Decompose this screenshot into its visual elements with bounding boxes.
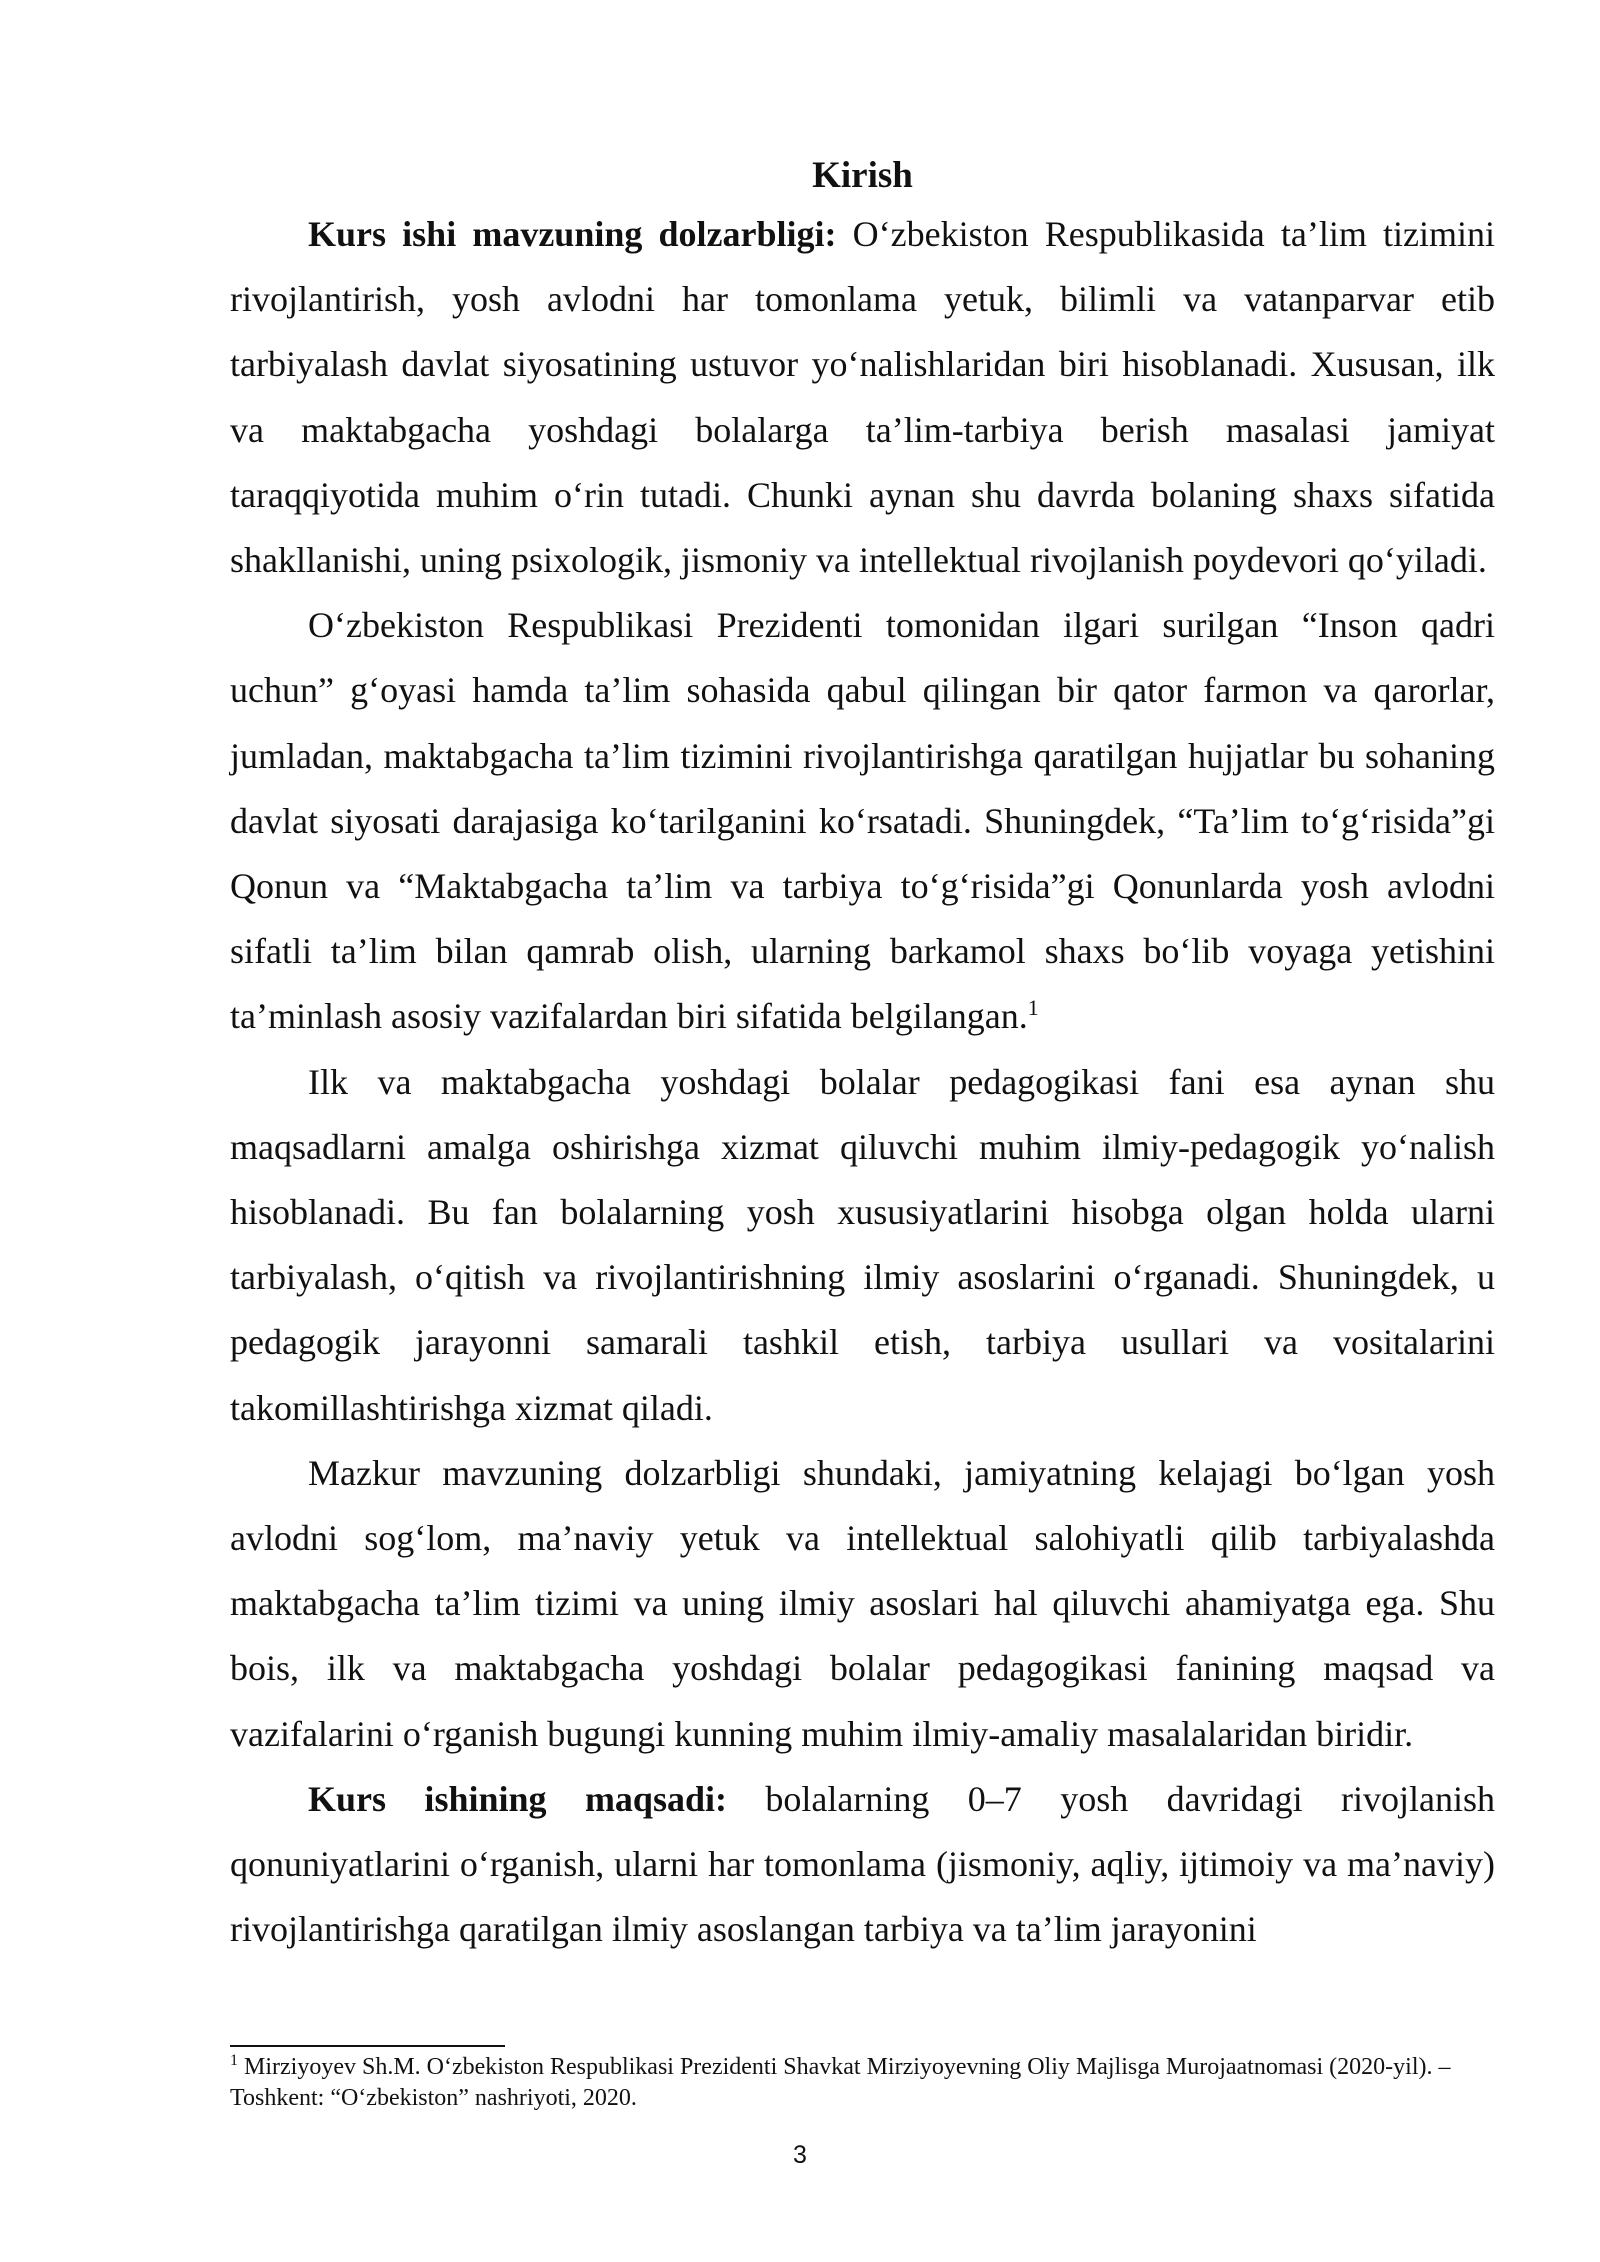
page-body (230, 150, 1495, 1962)
footnote-mark: 1 (230, 2052, 238, 2069)
paragraph-text: O‘zbekiston Respublikasi Prezidenti tomonidan ilgari surilgan “Inson qadri uchun” g‘oyasi hamda ta’lim sohasida qabul qilingan bir qator farmon va qarorlar, jumladan, maktabgacha ta’lim tizimini rivojlantirishga qaratilgan hujjatlar bu sohaning davlat siyosati darajasiga ko‘tarilganini ko‘rsatadi. Shuningdek, “Ta’lim to‘g‘risida”gi Qonun va “Maktabgacha ta’lim va tarbiya to‘g‘risida”gi Qonunlarda yosh avlodni sifatli ta’lim bilan qamrab olish, ularning barkamol shaxs bo‘lib voyaga yetishini ta’minlash asosiy vazifalardan biri sifatida belgilangan. (230, 605, 1495, 1037)
page-number: 3 (793, 2141, 807, 2169)
paragraph-text: Ilk va maktabgacha yoshdagi bolalar pedagogikasi fani esa aynan shu maqsadlarni amalga oshirishga xizmat qiluvchi muhim ilmiy-pedagogik yo‘nalish hisoblanadi. Bu fan bolalarning yosh xususiyatlarini hisobga olgan holda ularni tarbiyalash, o‘qitish va rivojlantirishning ilmiy asoslarini o‘rganadi. Shuningdek, u pedagogik jarayonni samarali tashkil etish, tarbiya usullari va vositalarini takomillashtirishga xizmat qiladi. (230, 1061, 1495, 1428)
paragraph-lead: Kurs ishining maqsadi: (308, 1778, 727, 1819)
paragraph-relevance (230, 202, 1495, 593)
footnote-separator (230, 2045, 505, 2047)
footnote-text: Mirziyoyev Sh.M. O‘zbekiston Respublikasi Prezidenti Shavkat Mirziyoyevning Oliy Majlisga Murojaatnomasi (2020-yil). – Toshkent: “O‘zbekiston” nashriyoti, 2020. (230, 2054, 1451, 2111)
footnote (230, 2052, 1495, 2114)
paragraph-text: O‘zbekiston Respublikasida ta’lim tizimini rivojlantirish, yosh avlodni har tomonlama yetuk, bilimli va vatanparvar etib tarbiyalash davlat siyosatining ustuvor yo‘nalishlaridan biri hisoblanadi. Xususan, ilk va maktabgacha yoshdagi bolalarga ta’lim-tarbiya berish masalasi jamiyat taraqqiyotida muhim o‘rin tutadi. Chunki aynan shu davrda bolaning shaxs sifatida shakllanishi, uning psixologik, jismoniy va intellektual rivojlanish poydevori qo‘yiladi. (230, 214, 1495, 581)
paragraph-lead: Kurs ishi mavzuning dolzarbligi: (308, 214, 837, 254)
paragraph-text: Mazkur mavzuning dolzarbligi shundaki, jamiyatning kelajagi bo‘lgan yosh avlodni sog‘lom, ma’naviy yetuk va intellektual salohiyatli qilib tarbiyalashda maktabgacha ta’lim tizimi va uning ilmiy asoslari hal qiluvchi ahamiyatga ega. Shu bois, ilk va maktabgacha yoshdagi bolalar pedagogikasi fanining maqsad va vazifalarini o‘rganish bugungi kunning muhim ilmiy-amaliy masalalaridan biridir. (230, 1452, 1495, 1754)
footnote-reference[interactable]: 1 (1027, 995, 1039, 1021)
paragraph-goal (230, 1767, 1495, 1963)
paragraph-text: bolalarning 0–7 yosh davridagi rivojlanish qonuniyatlarini o‘rganish, ularni har tomonlama (jismoniy, aqliy, ijtimoiy va ma’naviy) rivojlantirishga qaratilgan ilmiy asoslangan tarbiya va ta’lim jarayonini (230, 1778, 1495, 1950)
paragraph-legislation (230, 593, 1495, 1049)
paragraph-importance (230, 1441, 1495, 1767)
page-title: Kirish (812, 155, 913, 196)
paragraph-pedagogy (230, 1050, 1495, 1441)
